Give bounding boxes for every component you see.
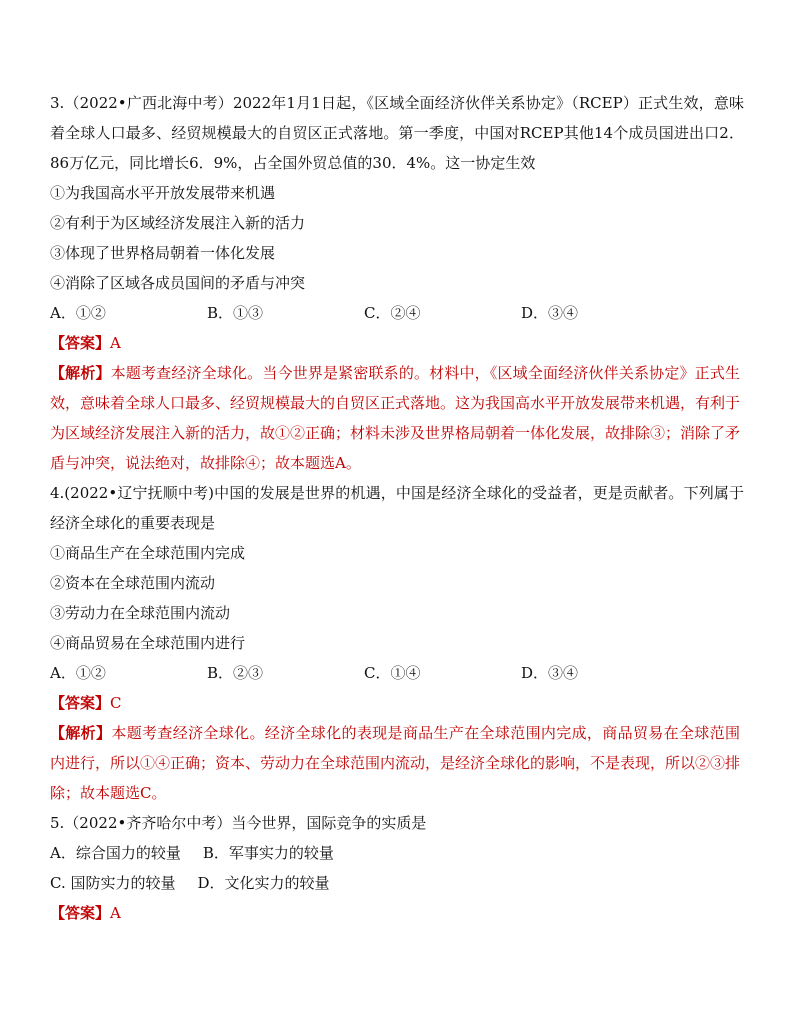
question-4-answer: [50, 688, 744, 718]
answer-tag: 【答案】: [50, 694, 111, 712]
answer-value: A: [110, 904, 121, 922]
question-4-option-a: A．①②: [50, 664, 106, 682]
question-4-item-4: ④商品贸易在全球范围内进行: [50, 634, 246, 652]
answer-value: A: [110, 334, 121, 352]
question-4-item-3: ③劳动力在全球范围内流动: [50, 604, 231, 622]
question-4-option-b: B．②③: [207, 664, 264, 682]
question-3-option-b: B．①③: [207, 304, 264, 322]
question-3-option-d: D．③④: [521, 304, 579, 322]
question-5-stem: 5.（2022•齐齐哈尔中考）当今世界，国际竞争的实质是: [50, 814, 427, 832]
analysis-tag: 【解析】: [50, 364, 111, 382]
answer-value: C: [110, 694, 122, 712]
answer-tag: 【答案】: [50, 904, 111, 922]
question-5-options-row-1: [50, 838, 744, 868]
question-5-option-d: D．文化实力的较量: [197, 874, 330, 892]
question-5-option-b: B．军事实力的较量: [202, 844, 334, 862]
question-3-item-2: ②有利于为区域经济发展注入新的活力: [50, 214, 306, 232]
question-4-option-d: D．③④: [521, 664, 579, 682]
question-3-option-c: C．②④: [364, 304, 421, 322]
question-4-options: [50, 658, 744, 688]
question-3-answer: [50, 328, 744, 358]
analysis-text: 本题考查经济全球化。经济全球化的表现是商品生产在全球范围内完成，商品贸易在全球范围内进行，所以①④正确；资本、劳动力在全球范围内流动，是经济全球化的影响，不是表现，所以②③排除；故本题选C。: [50, 724, 741, 802]
question-4-stem: 4.(2022•辽宁抚顺中考)中国的发展是世界的机遇，中国是经济全球化的受益者，更是贡献者。下列属于经济全球化的重要表现是: [50, 484, 744, 532]
analysis-text: 本题考查经济全球化。当今世界是紧密联系的。材料中，《区域全面经济伙伴关系协定》正式生效，意味着全球人口最多、经贸规模最大的自贸区正式落地。这为我国高水平开放发展带来机遇，有利于为区域经济发展注入新的活力，故①②正确；材料未涉及世界格局朝着一体化发展，故排除③；消除了矛盾与冲突，说法绝对，故排除④；故本题选A。: [50, 364, 741, 472]
question-3-options: [50, 298, 744, 328]
question-3-item-1: ①为我国高水平开放发展带来机遇: [50, 184, 276, 202]
question-5-option-a: A．综合国力的较量: [50, 844, 181, 862]
question-3-stem: 3.（2022•广西北海中考）2022年1月1日起，《区域全面经济伙伴关系协定》（RCEP）正式生效，意味着全球人口最多、经贸规模最大的自贸区正式落地。第一季度，中国对RCEP其他14个成员国进出口2．86万亿元，同比增长6．9%，占全国外贸总值的30．4%。这一协定生效: [50, 94, 744, 172]
question-3-analysis: [50, 358, 740, 478]
question-4-analysis: [50, 718, 740, 808]
analysis-tag: 【解析】: [50, 724, 112, 742]
question-3-item-3: ③体现了世界格局朝着一体化发展: [50, 244, 276, 262]
question-5-options-row-2: [50, 868, 744, 898]
question-3-item-4: ④消除了区域各成员国间的矛盾与冲突: [50, 274, 306, 292]
question-3-option-a: A．①②: [50, 304, 106, 322]
question-4-item-2: ②资本在全球范围内流动: [50, 574, 216, 592]
answer-tag: 【答案】: [50, 334, 111, 352]
question-4-item-1: ①商品生产在全球范围内完成: [50, 544, 246, 562]
question-4-option-c: C．①④: [364, 664, 421, 682]
question-5-answer: [50, 898, 744, 928]
question-5-option-c: C. 国防实力的较量: [50, 874, 176, 892]
